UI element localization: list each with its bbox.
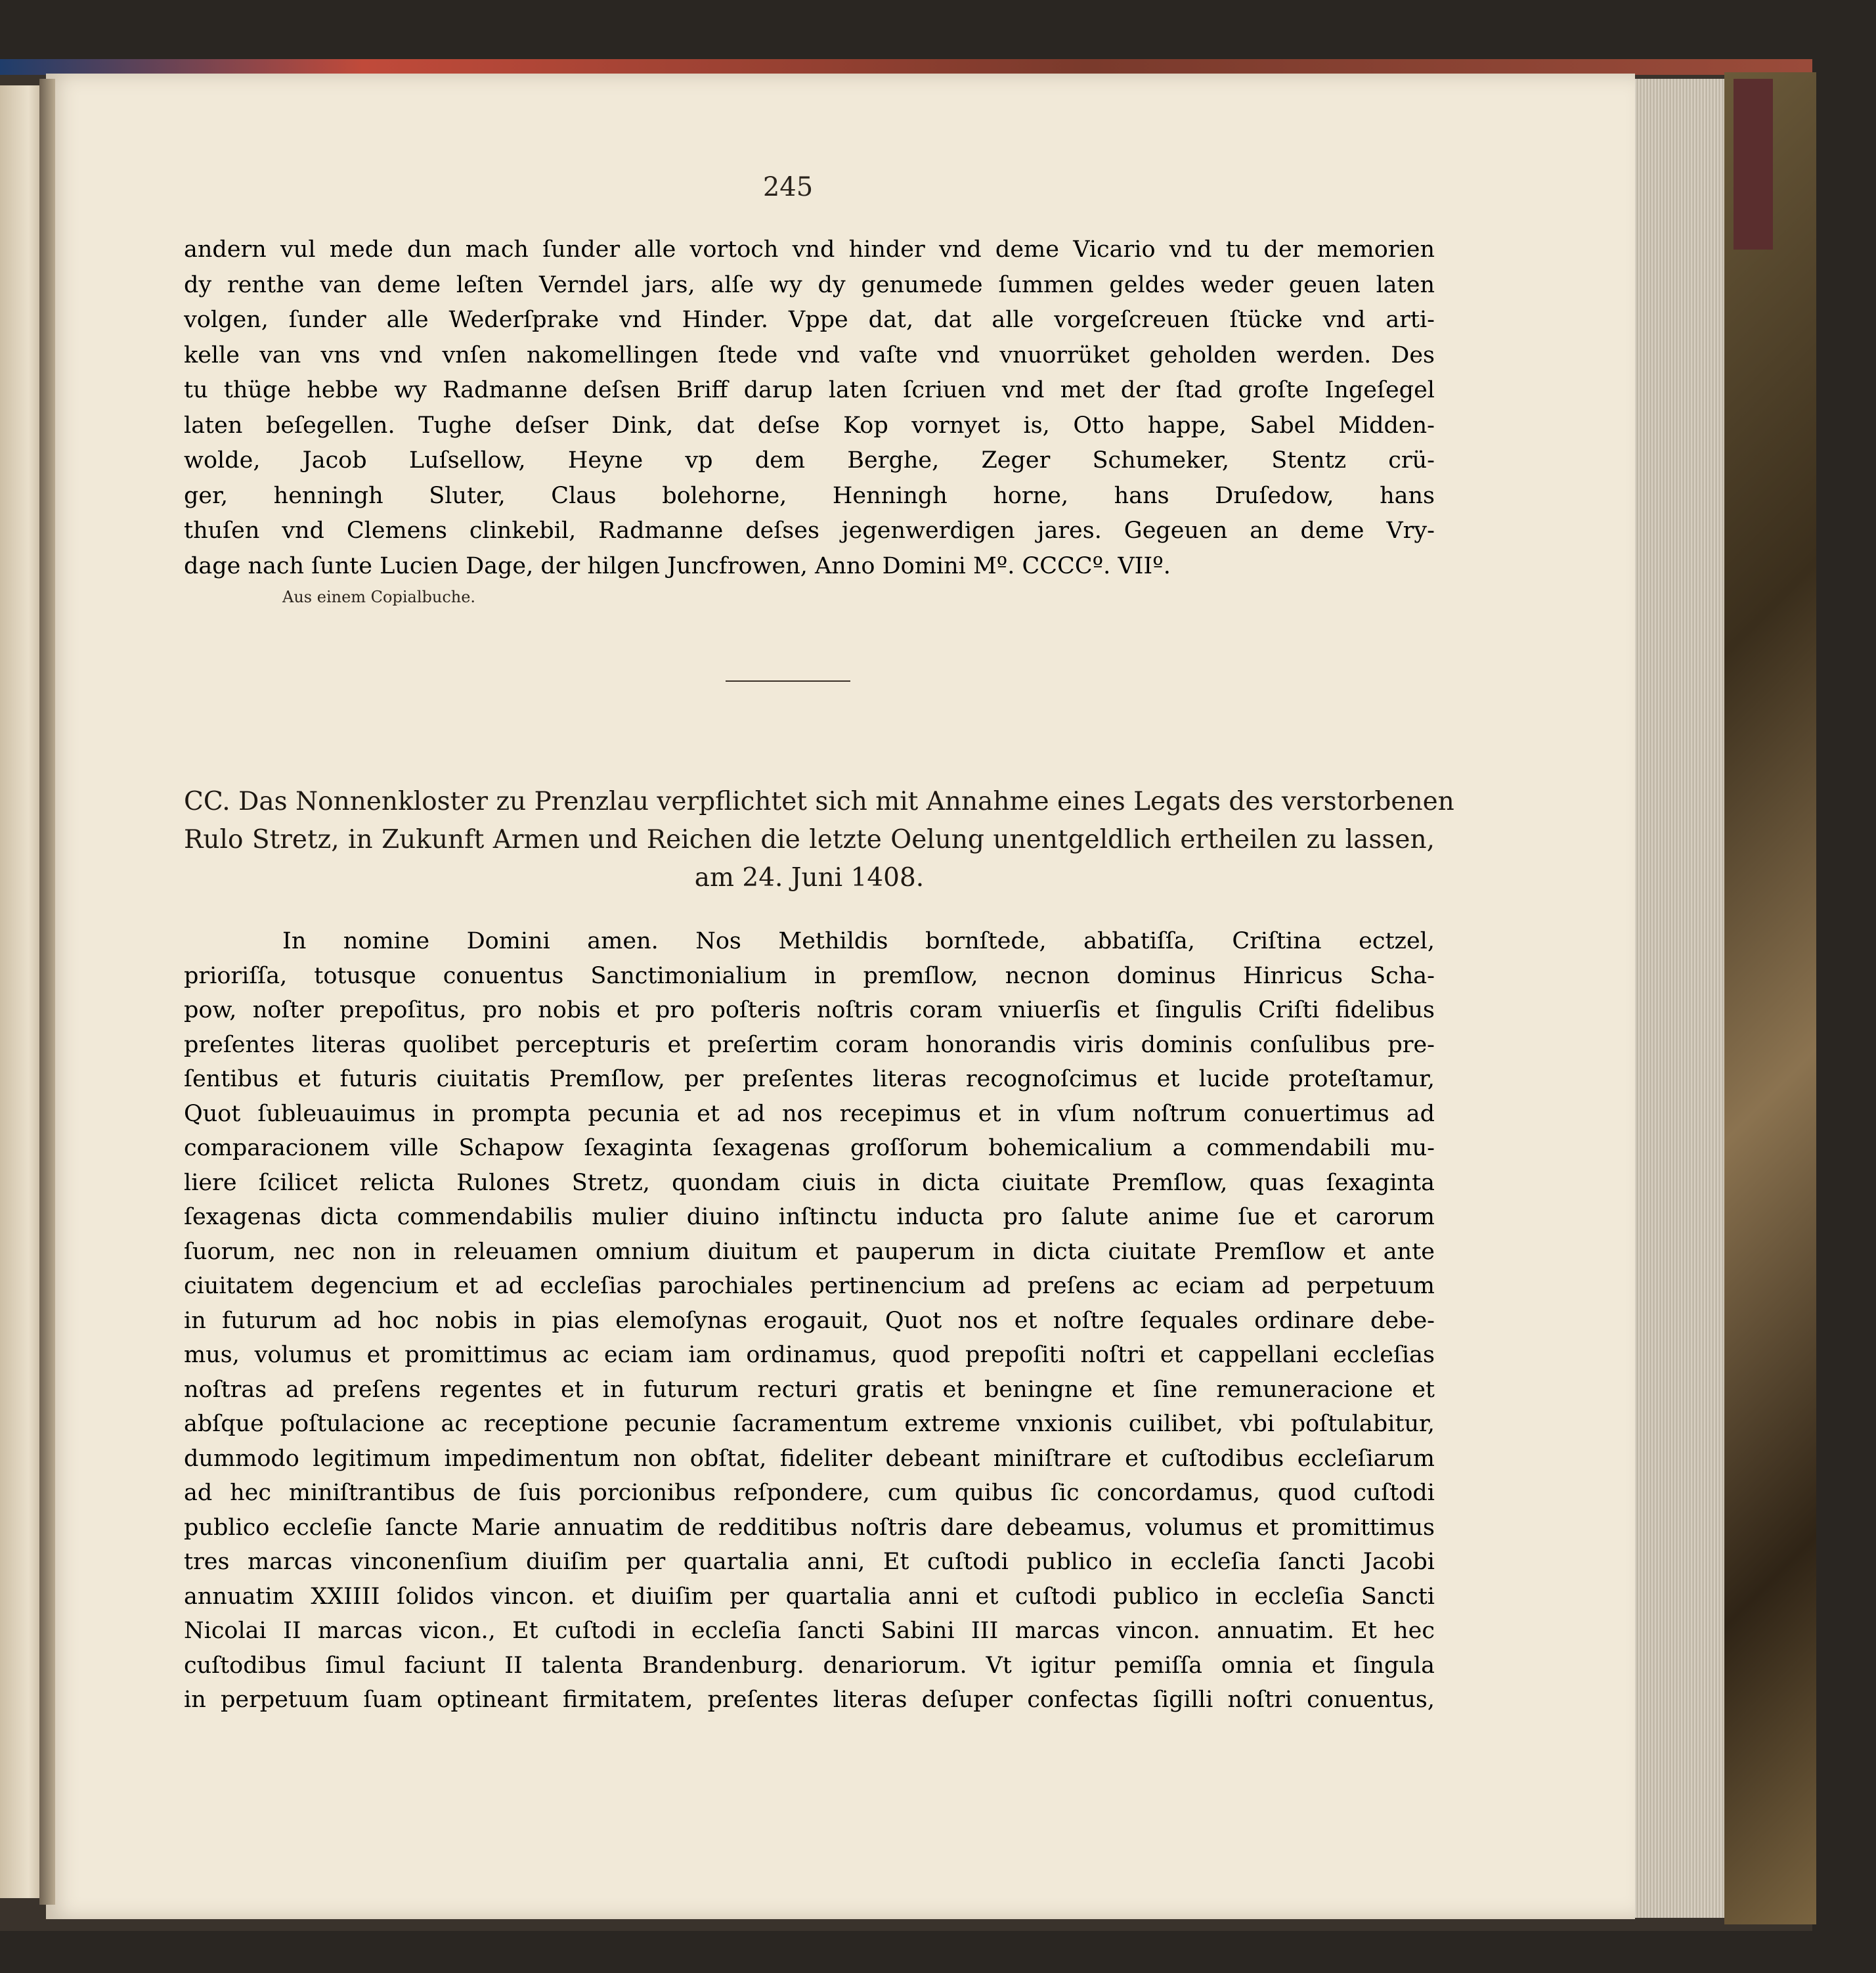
charter-2-line: in futurum ad hoc nobis in pias elemoſynas erogauit, Quot nos et noſtre ſequales ordinare debe- — [184, 1307, 1435, 1334]
charter-2-line: ſuorum, nec non in releuamen omnium diuitum et pauperum in dicta ciuitate Premſlow et ante — [184, 1238, 1435, 1265]
page-number: 245 — [762, 172, 814, 202]
charter-2-line: ad hec miniſtrantibus de ſuis porcionibus reſpondere, cum quibus ſic concordamus, quod cuſtodi — [184, 1480, 1435, 1506]
charter-2-line: dummodo legitimum impedimentum non obſtat, fideliter debeant miniſtrare et cuſtodibus eccleſiarum — [184, 1445, 1435, 1472]
charter-2-line: comparacionem ville Schapow ſexaginta ſexagenas groſſorum bohemicalium a commendabili mu- — [184, 1135, 1435, 1161]
charter-1-line: andern vul mede dun mach ſunder alle vortoch vnd hinder vnd deme Vicario vnd tu der memorien — [184, 236, 1435, 263]
charter-2-line: pow, noſter prepoſitus, pro nobis et pro poſteris noſtris coram vniuerſis et ſingulis Criſti fidelibus — [184, 997, 1435, 1023]
charter-2-line: prioriſſa, totusque conuentus Sanctimonialium in premſlow, necnon dominus Hinricus Scha- — [184, 962, 1435, 989]
charter-2-line: ſexagenas dicta commendabilis mulier diuino inſtinctu inducta pro ſalute anime ſue et carorum — [184, 1204, 1435, 1230]
charter-2-line: in perpetuum ſuam optineant firmitatem, preſentes literas deſuper confectas ſigilli noſtri conuentus, — [184, 1687, 1435, 1713]
charter-1-line: laten beſegellen. Tughe deſser Dink, dat deſse Kop vornyet is, Otto happe, Sabel Midden- — [184, 412, 1435, 439]
cover-corner — [1734, 79, 1773, 250]
charter-1-line: kelle van vns vnd vnſen nakomellingen ſtede vnd vaſte vnd vnuorrüket geholden werden. Des — [184, 342, 1435, 368]
charter-2-line: liere ſcilicet relicta Rulones Stretz, quondam ciuis in dicta ciuitate Premſlow, quas ſexaginta — [184, 1169, 1435, 1196]
document-heading-line-3: am 24. Juni 1408. — [694, 863, 925, 893]
charter-2-line: mus, volumus et promittimus ac eciam iam ordinamus, quod prepoſiti noſtri et cappellani eccleſias — [184, 1342, 1435, 1368]
charter-2-line: abſque poſtulacione ac receptione pecunie ſacramentum extreme vnxionis cuilibet, vbi poſtulabitur, — [184, 1411, 1435, 1437]
charter-2-line: In nomine Domini amen. Nos Methildis bornſtede, abbatiſſa, Criſtina ectzel, — [282, 928, 1435, 954]
charter-2-line: annuatim XXIIII ſolidos vincon. et diuiſim per quartalia anni et cuſtodi publico in eccleſia Sancti — [184, 1583, 1435, 1610]
charter-2-line: tres marcas vinconenſium diuiſim per quartalia anni, Et cuſtodi publico in eccleſia ſancti Jacobi — [184, 1549, 1435, 1575]
charter-2-line: preſentes literas quolibet percepturis et preſertim coram honorandis viris dominis conſulibus pre- — [184, 1031, 1435, 1058]
charter-1-line: thuſen vnd Clemens clinkebil, Radmanne deſses jegenwerdigen jares. Gegeuen an deme Vry- — [184, 518, 1435, 544]
book-top-edge — [0, 59, 1812, 75]
charter-2-line: Nicolai II marcas vicon., Et cuſtodi in eccleſia ſancti Sabini III marcas vincon. annuatim. Et hec — [184, 1618, 1435, 1644]
charter-1-line: wolde, Jacob Luſsellow, Heyne vp dem Berghe, Zeger Schumeker, Stentz crü- — [184, 447, 1435, 474]
page-block-edges — [1632, 79, 1724, 1918]
charter-2-line: ſentibus et futuris ciuitatis Premſlow, per preſentes literas recognoſcimus et lucide proteſtamur, — [184, 1066, 1435, 1092]
page-gutter — [39, 79, 55, 1905]
charter-2-line: cuſtodibus ſimul faciunt II talenta Brandenburg. denariorum. Vt igitur pemiſſa omnia et ſingula — [184, 1652, 1435, 1679]
charter-2-line: publico eccleſie ſancte Marie annuatim de redditibus noſtris dare debeamus, volumus et promittimus — [184, 1514, 1435, 1541]
document-heading-line-2: Rulo Stretz, in Zukunft Armen und Reichen die letzte Oelung unentgeldlich ertheilen zu lassen, — [184, 825, 1435, 854]
charter-1-line: ger, henningh Sluter, Claus bolehorne, Henningh horne, hans Druſedow, hans — [184, 482, 1435, 509]
section-divider — [726, 680, 850, 682]
charter-1-line: dy renthe van deme leſten Verndel jars, alſe wy dy genumede ſummen geldes weder geuen laten — [184, 271, 1435, 298]
charter-1-line: volgen, ſunder alle Wederſprake vnd Hinder. Vppe dat, dat alle vorgeſcreuen ſtücke vnd arti- — [184, 307, 1435, 333]
charter-2-line: noſtras ad preſens regentes et in futurum recturi gratis et beningne et ſine remuneracione et — [184, 1376, 1435, 1403]
charter-2-line: ciuitatem degencium et ad eccleſias parochiales pertinencium ad preſens ac eciam ad perpetuum — [184, 1273, 1435, 1299]
marbled-cover-edge — [1724, 72, 1816, 1924]
charter-2-line: Quot ſubleuauimus in prompta pecunia et ad nos recepimus et in vſum noſtrum conuertimus ad — [184, 1100, 1435, 1127]
charter-1-line: tu thüge hebbe wy Radmanne deſsen Briff darup laten ſcriuen vnd met der ſtad groſte Ingeſegel — [184, 377, 1435, 403]
document-heading-line-1: CC. Das Nonnenkloster zu Prenzlau verpflichtet sich mit Annahme eines Legats des verstorbenen — [184, 787, 1454, 816]
source-note: Aus einem Copialbuche. — [282, 588, 476, 606]
charter-1-line: dage nach ſunte Lucien Dage, der hilgen Juncfrowen, Anno Domini Mº. CCCCº. VIIº. — [184, 552, 1171, 579]
